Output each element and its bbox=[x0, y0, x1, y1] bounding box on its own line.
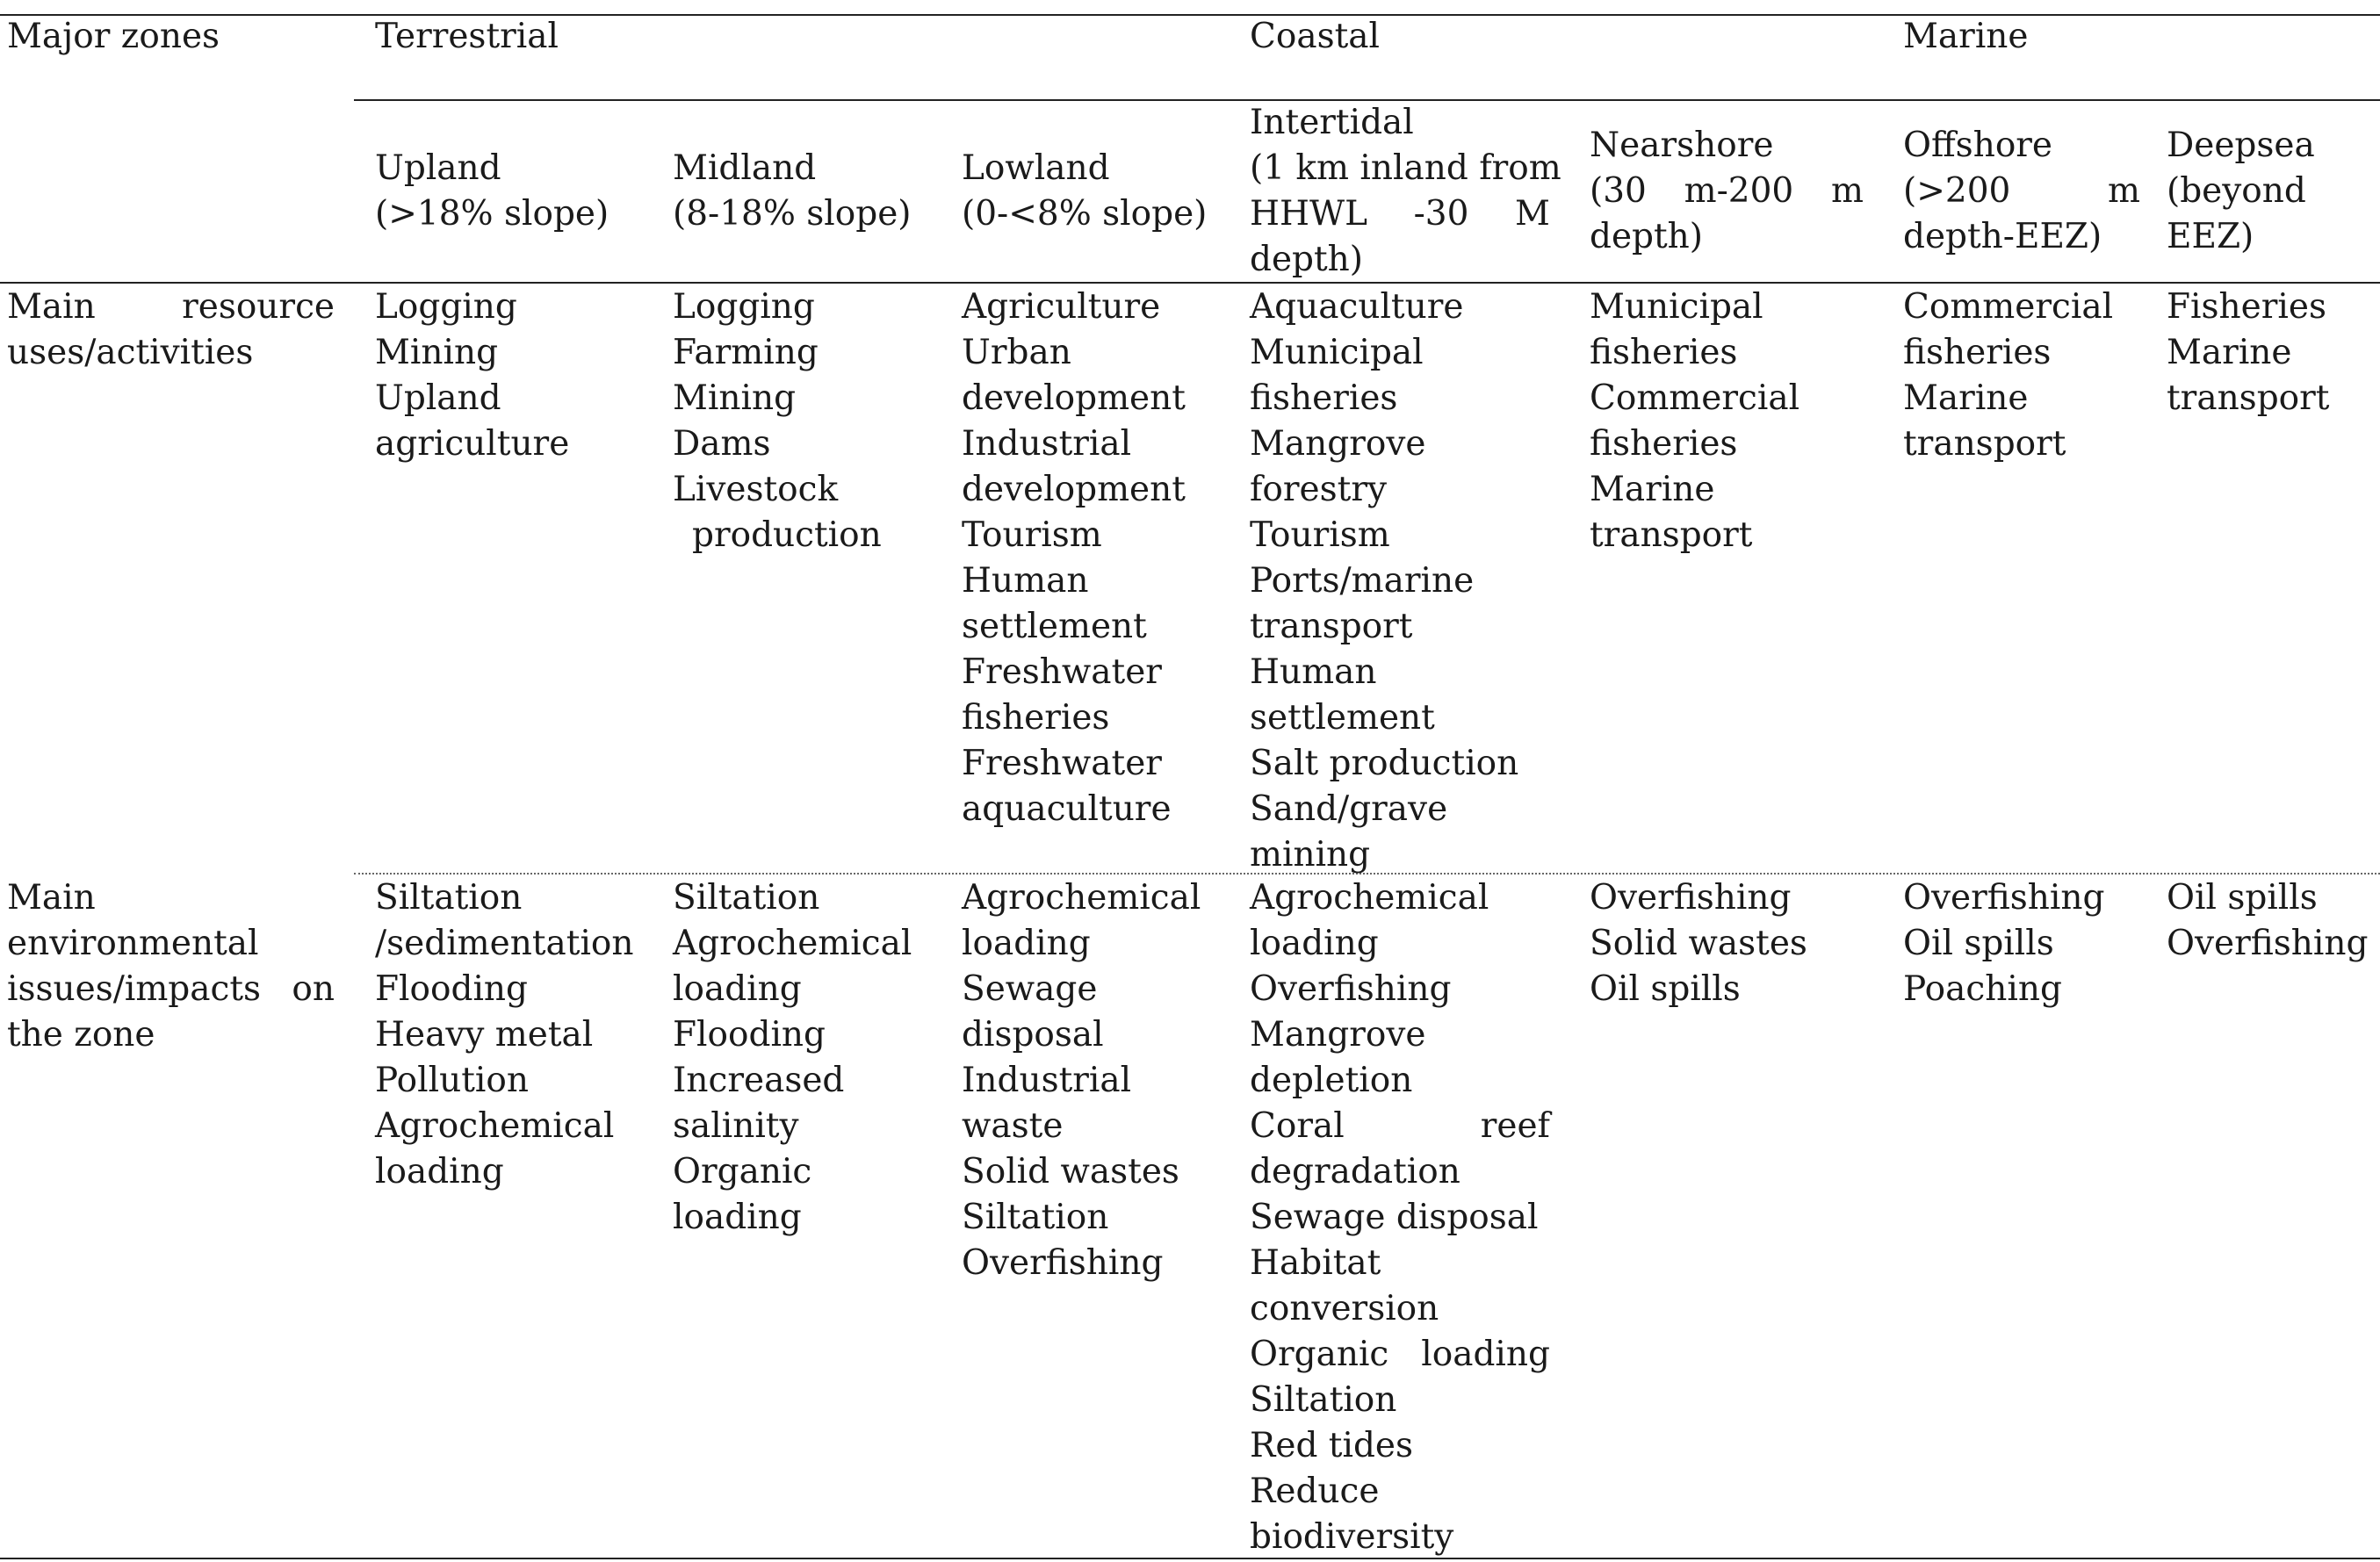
issues-midland: Siltation Agrochemical loading Flooding Increased salinity Organic loading bbox=[673, 878, 912, 1237]
issues-nearshore: Overfishing Solid wastes Oil spills bbox=[1590, 878, 1807, 1009]
group-marine: Marine bbox=[1903, 17, 2029, 56]
group-coastal: Coastal bbox=[1250, 17, 1380, 56]
uses-lowland: Agriculture Urban development Industrial development Tourism Human settlement Freshwater fisheries Freshwater aquaculture bbox=[962, 287, 1186, 829]
row-label-issues: Main environmental issues/impacts on the zone bbox=[7, 878, 335, 1055]
subzone-deepsea: Deepsea (beyond EEZ) bbox=[2167, 126, 2315, 256]
issues-intertidal: Agrochemical loading Overfishing Mangrove depletion Coral reef degradation Sewage disposal Habitat conversion Organic loading Siltation Red tides Reduce biodiversity bbox=[1250, 878, 1550, 1557]
subzone-offshore: Offshore (>200 m depth-EEZ) bbox=[1903, 126, 2140, 256]
subzone-upland: Upland (>18% slope) bbox=[375, 148, 609, 234]
subzone-intertidal: Intertidal (1 km inland from HHWL -30 M depth) bbox=[1250, 103, 1561, 279]
issues-offshore: Overfishing Oil spills Poaching bbox=[1903, 878, 2105, 1009]
uses-deepsea: Fisheries Marine transport bbox=[2167, 287, 2330, 418]
row-label-uses: Main resource uses/activities bbox=[7, 287, 335, 372]
subzone-midland: Midland (8-18% slope) bbox=[673, 148, 912, 234]
bottom-rule bbox=[0, 1558, 2380, 1559]
major-zones-label: Major zones bbox=[7, 17, 220, 56]
subzone-nearshore: Nearshore (30 m-200 m depth) bbox=[1590, 126, 1864, 256]
uses-upland: Logging Mining Upland agriculture bbox=[375, 287, 570, 464]
uses-nearshore: Municipal fisheries Commercial fisheries Marine transport bbox=[1590, 287, 1800, 555]
header-bottom-rule bbox=[0, 282, 2380, 284]
uses-intertidal: Aquaculture Municipal fisheries Mangrove forestry Tourism Ports/marine transport Human settlement Salt production Sand/grave mining bbox=[1250, 287, 1519, 875]
uses-offshore: Commercial fisheries Marine transport bbox=[1903, 287, 2114, 464]
uses-midland: Logging Farming Mining Dams Livestock production bbox=[673, 287, 882, 555]
issues-upland: Siltation /sedimentation Flooding Heavy metal Pollution Agrochemical loading bbox=[375, 878, 634, 1191]
issues-lowland: Agrochemical loading Sewage disposal Industrial waste Solid wastes Siltation Overfishing bbox=[962, 878, 1201, 1283]
subzone-lowland: Lowland (0-<8% slope) bbox=[962, 148, 1208, 234]
issues-deepsea: Oil spills Overfishing bbox=[2167, 878, 2369, 963]
group-terrestrial: Terrestrial bbox=[375, 17, 559, 56]
